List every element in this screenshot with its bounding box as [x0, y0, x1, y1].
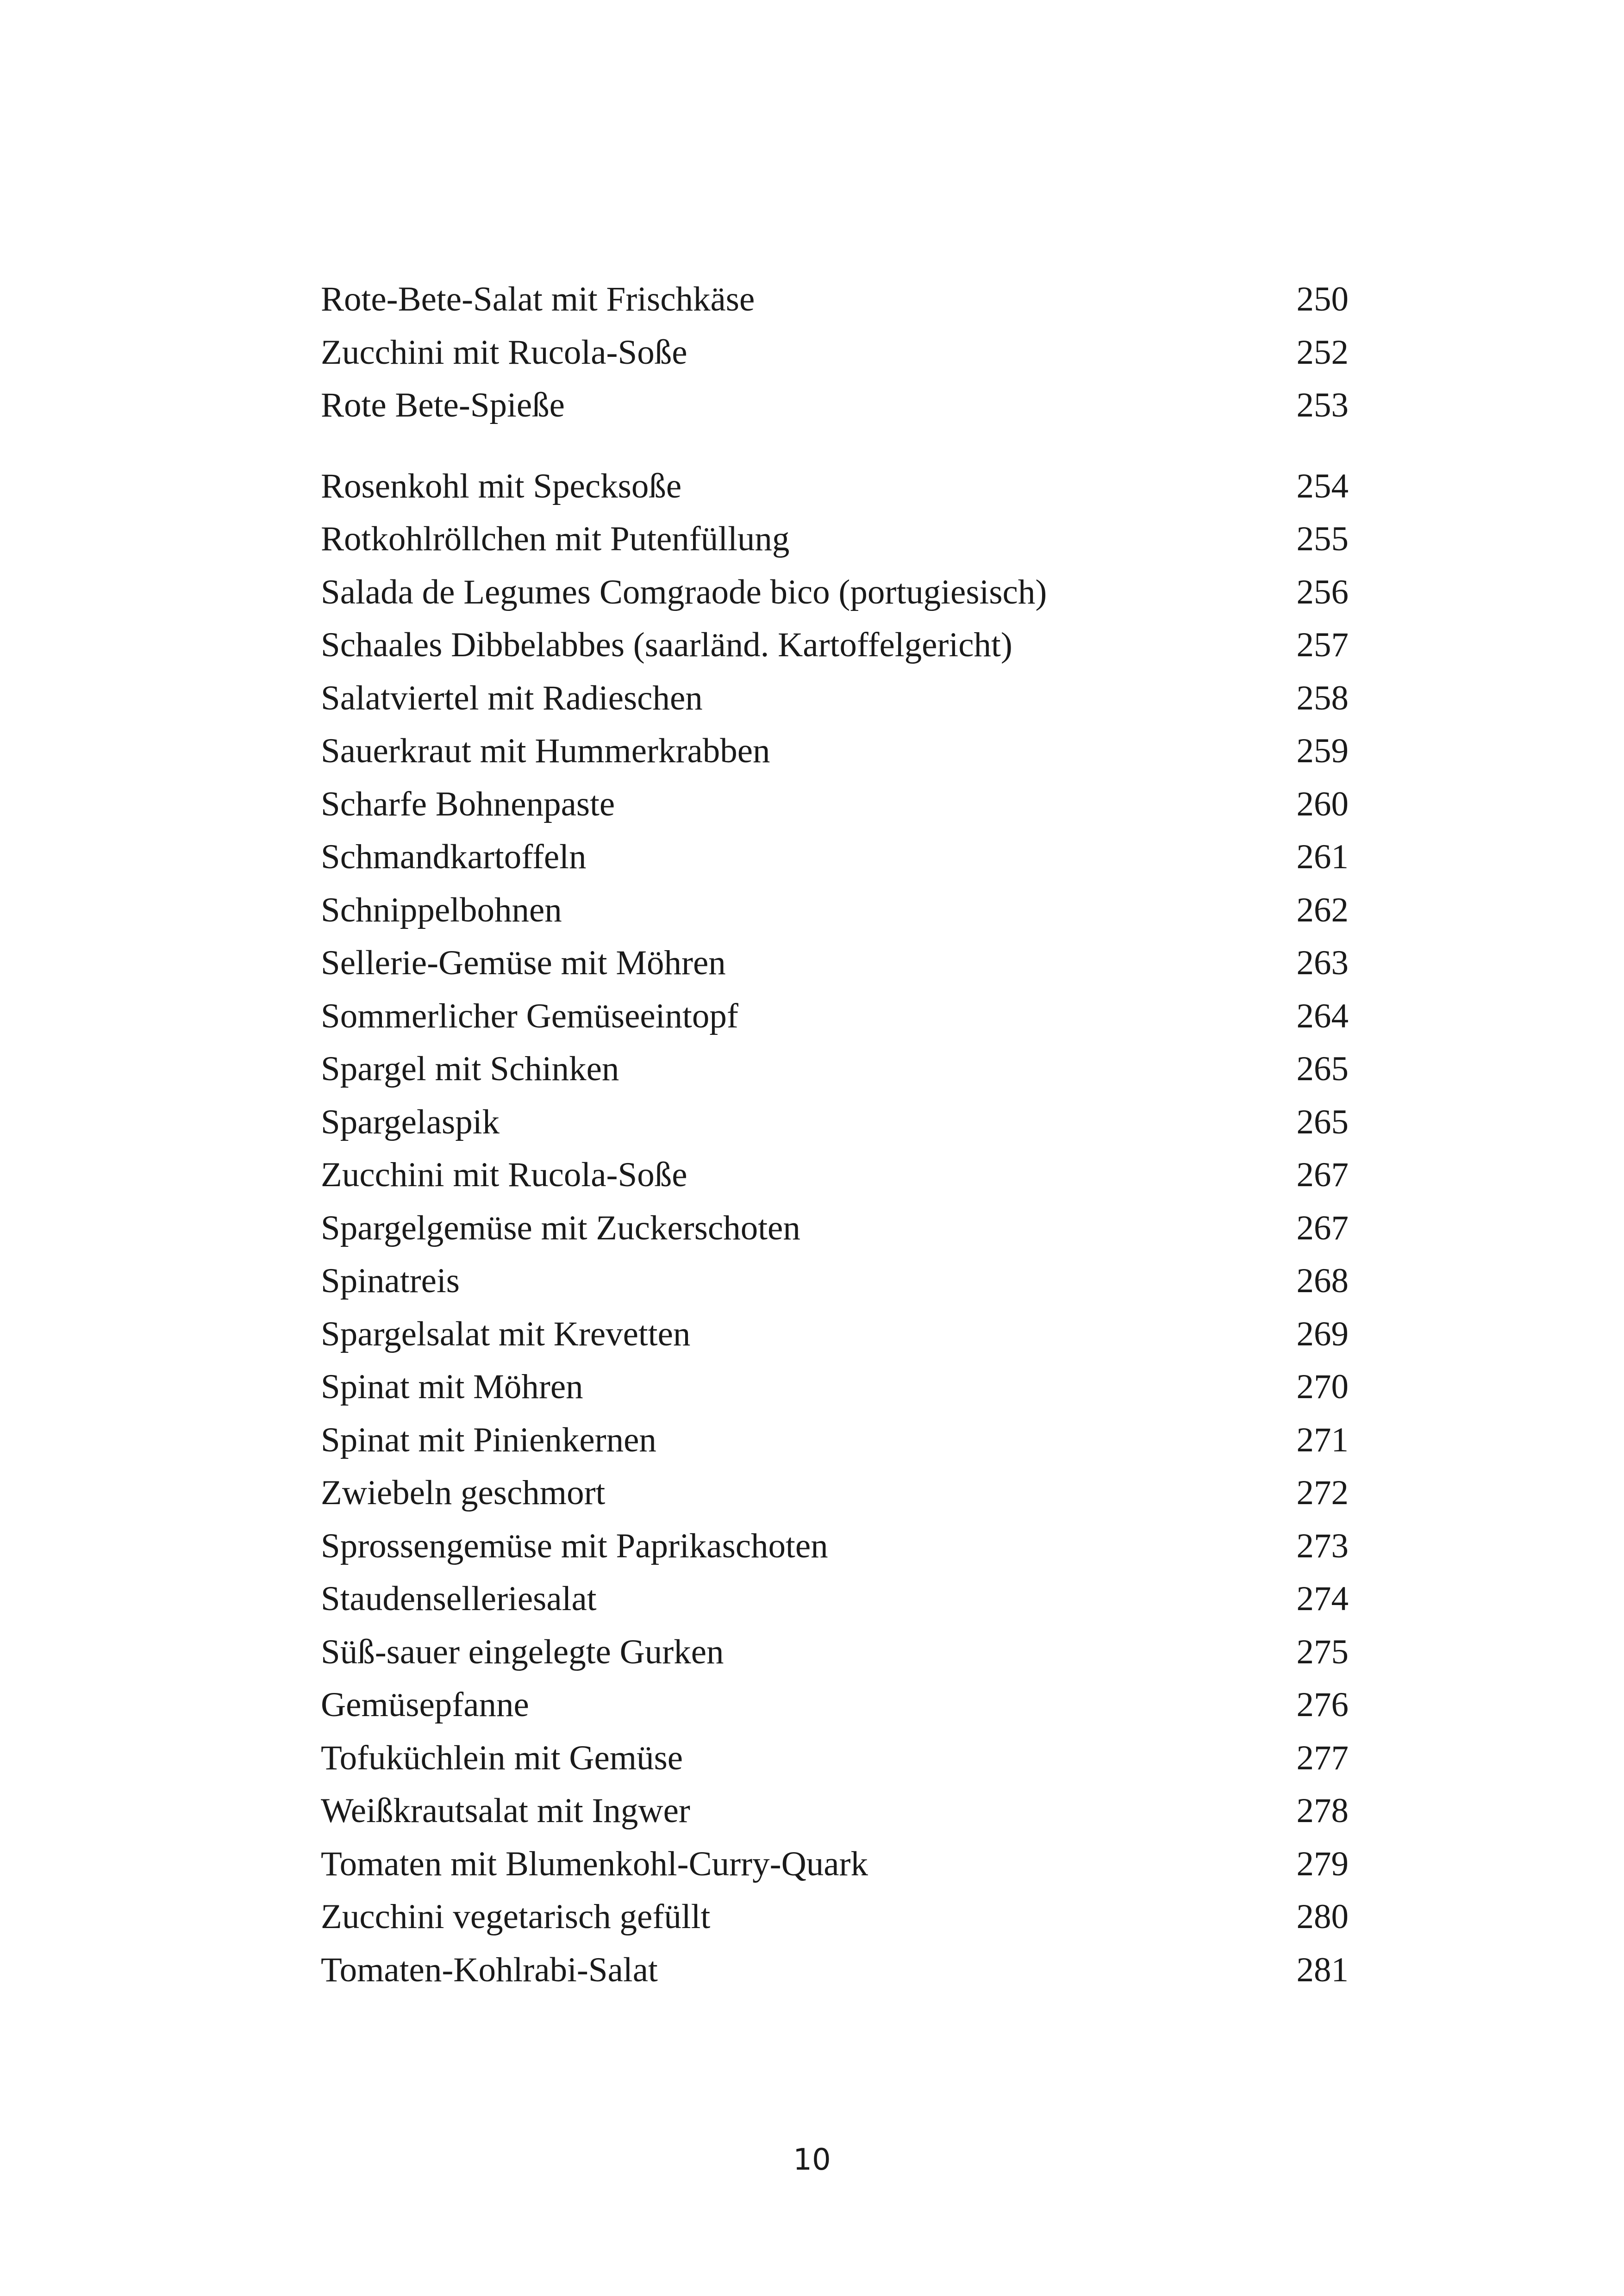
toc-entry-title: Schaales Dibbelabbes (saarländ. Kartoffelgericht) — [321, 626, 1012, 664]
toc-entry-title: Spinatreis — [321, 1262, 460, 1300]
toc-entry-title: Zucchini vegetarisch gefüllt — [321, 1898, 711, 1936]
toc-entry-page: 276 — [1296, 1686, 1349, 1724]
toc-entry-title: Gemüsepfanne — [321, 1686, 529, 1724]
toc-entry-page: 258 — [1296, 678, 1349, 717]
toc-entry-title: Salatviertel mit Radieschen — [321, 678, 703, 717]
toc-entry-title: Staudenselleriesalat — [321, 1580, 597, 1618]
toc-entry-title: Sauerkraut mit Hummerkrabben — [321, 732, 770, 770]
toc-entry — [321, 1732, 1349, 1785]
toc-entry — [321, 566, 1349, 619]
toc-entry-title: Weißkrautsalat mit Ingwer — [321, 1792, 690, 1830]
toc-entry — [321, 1520, 1349, 1573]
toc-entry-title: Süß-sauer eingelegte Gurken — [321, 1632, 724, 1671]
toc-entry-page: 267 — [1296, 1156, 1349, 1194]
toc-entry-page: 267 — [1296, 1208, 1349, 1247]
toc-entry — [321, 1679, 1349, 1732]
toc-entry-page: 268 — [1296, 1262, 1349, 1300]
page-number: 10 — [793, 2143, 831, 2177]
toc-entry — [321, 1785, 1349, 1838]
toc-entry-title: Rotkohlröllchen mit Putenfüllung — [321, 520, 790, 558]
toc-entry-page: 261 — [1296, 838, 1349, 876]
toc-entry-page: 256 — [1296, 572, 1349, 611]
toc-entry-title: Rosenkohl mit Specksoße — [321, 467, 682, 505]
toc-entry — [321, 1149, 1349, 1202]
toc-entry — [321, 513, 1349, 566]
toc-entry — [321, 1255, 1349, 1308]
toc-entry-page: 269 — [1296, 1314, 1349, 1353]
toc-entry-title: Scharfe Bohnenpaste — [321, 784, 615, 823]
toc-entry-page: 273 — [1296, 1526, 1349, 1565]
toc-entry-page: 257 — [1296, 626, 1349, 664]
toc-entry — [321, 831, 1349, 884]
toc-entry — [321, 1414, 1349, 1467]
toc-entry-title: Sprossengemüse mit Paprikaschoten — [321, 1526, 828, 1565]
toc-entry-page: 254 — [1296, 467, 1349, 505]
toc-entry-title: Schnippelbohnen — [321, 890, 562, 929]
toc-entry-page: 250 — [1296, 280, 1349, 318]
toc-entry — [321, 1043, 1349, 1096]
toc-entry — [321, 672, 1349, 725]
toc-entry-page: 279 — [1296, 1844, 1349, 1883]
toc-entry-page: 252 — [1296, 333, 1349, 372]
toc-entry — [321, 1096, 1349, 1149]
toc-entry-title: Zwiebeln geschmort — [321, 1474, 606, 1512]
toc-entry-title: Tofuküchlein mit Gemüse — [321, 1738, 683, 1777]
toc-entry — [321, 725, 1349, 778]
toc-entry-title: Tomaten mit Blumenkohl-Curry-Quark — [321, 1844, 868, 1883]
toc-entry-title: Rote Bete-Spieße — [321, 386, 565, 424]
toc-entry-page: 271 — [1296, 1420, 1349, 1459]
toc-entry-title: Spargelsalat mit Krevetten — [321, 1314, 691, 1353]
toc-entry — [321, 1467, 1349, 1520]
toc-entry-page: 272 — [1296, 1474, 1349, 1512]
toc-entry — [321, 1361, 1349, 1414]
toc-entry — [321, 884, 1349, 937]
toc-entry — [321, 1573, 1349, 1626]
toc-entry-page: 274 — [1296, 1580, 1349, 1618]
toc-entry-page: 265 — [1296, 1050, 1349, 1088]
toc-entry-page: 253 — [1296, 386, 1349, 424]
toc-entry-page: 259 — [1296, 732, 1349, 770]
table-of-contents — [321, 273, 1349, 1997]
toc-entry-title: Zucchini mit Rucola-Soße — [321, 333, 687, 372]
toc-entry — [321, 619, 1349, 672]
toc-entry — [321, 1626, 1349, 1679]
toc-entry — [321, 990, 1349, 1043]
toc-entry — [321, 326, 1349, 380]
toc-entry-page: 278 — [1296, 1792, 1349, 1830]
toc-entry-title: Rote-Bete-Salat mit Frischkäse — [321, 280, 755, 318]
toc-entry — [321, 460, 1349, 513]
toc-entry-title: Sellerie-Gemüse mit Möhren — [321, 944, 726, 982]
toc-entry — [321, 273, 1349, 326]
toc-entry-page: 280 — [1296, 1898, 1349, 1936]
toc-entry-title: Schmandkartoffeln — [321, 838, 587, 876]
toc-entry-page: 265 — [1296, 1102, 1349, 1141]
toc-entry-page: 255 — [1296, 520, 1349, 558]
toc-entry-title: Salada de Legumes Comgraode bico (portugiesisch) — [321, 572, 1047, 611]
toc-entry-title: Sommerlicher Gemüseeintopf — [321, 996, 738, 1035]
toc-entry-title: Spargelaspik — [321, 1102, 500, 1141]
toc-entry-page: 264 — [1296, 996, 1349, 1035]
toc-entry — [321, 1944, 1349, 1997]
toc-entry-page: 281 — [1296, 1950, 1349, 1989]
toc-entry-page: 263 — [1296, 944, 1349, 982]
toc-entry-title: Spinat mit Pinienkernen — [321, 1420, 656, 1459]
toc-entry-page: 260 — [1296, 784, 1349, 823]
toc-entry — [321, 937, 1349, 990]
toc-entry — [321, 1838, 1349, 1891]
toc-entry — [321, 778, 1349, 831]
toc-entry-page: 275 — [1296, 1632, 1349, 1671]
toc-entry — [321, 379, 1349, 432]
toc-entry-page: 262 — [1296, 890, 1349, 929]
toc-entry-title: Tomaten-Kohlrabi-Salat — [321, 1950, 658, 1989]
toc-entry-title: Spargel mit Schinken — [321, 1050, 619, 1088]
toc-entry-page: 277 — [1296, 1738, 1349, 1777]
toc-entry-title: Spinat mit Möhren — [321, 1368, 583, 1406]
toc-entry-page: 270 — [1296, 1368, 1349, 1406]
toc-entry — [321, 1202, 1349, 1255]
toc-entry — [321, 1308, 1349, 1361]
toc-entry-title: Zucchini mit Rucola-Soße — [321, 1156, 687, 1194]
toc-entry — [321, 1891, 1349, 1944]
toc-entry-title: Spargelgemüse mit Zuckerschoten — [321, 1208, 800, 1247]
